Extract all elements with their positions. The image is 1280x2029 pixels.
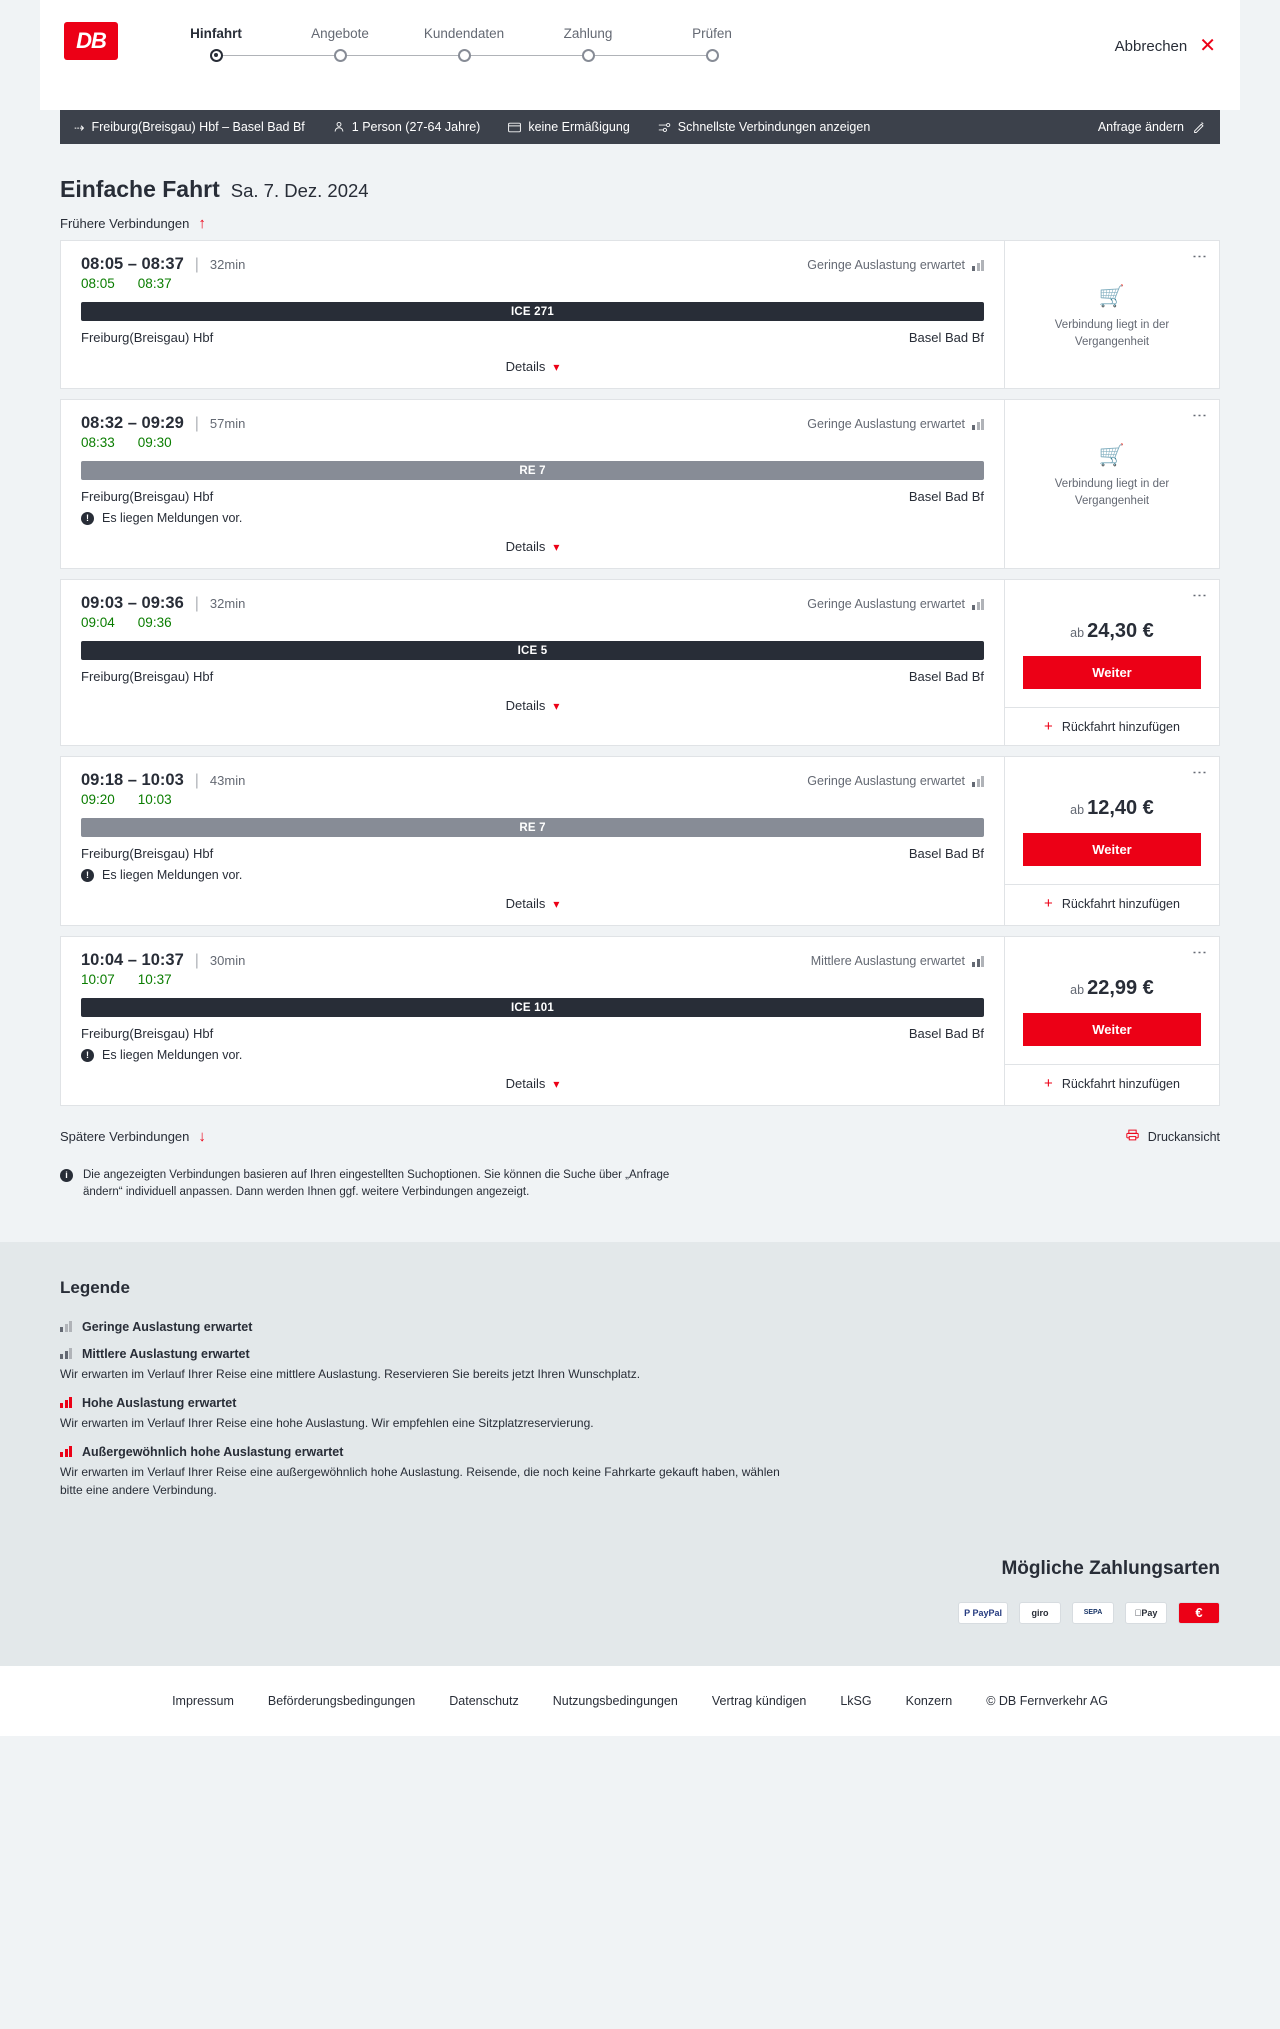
connection-duration: 32min [209, 257, 246, 272]
time-separator: | [194, 595, 199, 612]
continue-button[interactable]: Weiter [1023, 833, 1201, 866]
connection-card[interactable] [60, 756, 1220, 926]
connection-card[interactable] [60, 399, 1220, 569]
connection-stops [81, 489, 984, 504]
connection-time-row [81, 771, 984, 790]
connection-offer [1004, 241, 1219, 388]
legend-item-head [60, 1347, 1220, 1361]
connection-realtime-row [81, 972, 984, 987]
search-info-text: Die angezeigten Verbindungen basieren auf Ihren eingestellten Suchoptionen. Sie können die Suche über „Anfrage ändern“ individuell anpassen. Dann werden Ihnen ggf. weitere Verbindungen angezeigt. [83, 1169, 670, 1199]
search-info-note [60, 1153, 700, 1242]
details-toggle-button[interactable] [506, 698, 560, 713]
add-return-button[interactable] [1005, 1064, 1219, 1102]
utilisation-icon [972, 599, 984, 610]
card-icon [508, 122, 521, 133]
utilisation-icon [972, 419, 984, 430]
step-hinfahrt[interactable] [154, 26, 278, 69]
cart-crossed-icon: 🛒 [1098, 285, 1126, 308]
add-return-label: Rückfahrt hinzufügen [1061, 1076, 1180, 1091]
step-dot-icon [582, 49, 595, 62]
realtime-arrival: 09:36 [137, 615, 172, 630]
connection-card[interactable] [60, 240, 1220, 389]
step-label: Zahlung [563, 26, 613, 41]
filter-icon [658, 122, 671, 133]
checkout-stepper [154, 26, 774, 69]
later-connections-label: Spätere Verbindungen [60, 1129, 190, 1144]
step-label: Hinfahrt [190, 26, 242, 41]
details-row [81, 684, 984, 727]
time-separator: | [194, 772, 199, 789]
connection-duration: 32min [209, 596, 246, 611]
summary-route-label: Freiburg(Breisgau) Hbf – Basel Bad Bf [91, 120, 305, 134]
realtime-arrival: 09:30 [137, 435, 172, 450]
arrow-down-icon: ↓ [198, 1128, 206, 1145]
later-connections-button[interactable] [60, 1116, 206, 1153]
step-label: Prüfen [692, 26, 732, 41]
step-label: Angebote [311, 26, 369, 41]
payments-title: Mögliche Zahlungsarten [1001, 1557, 1220, 1579]
step-connector [340, 55, 464, 56]
connection-utilisation [807, 417, 984, 431]
payments-section [0, 1558, 1280, 1666]
footer-link[interactable]: Beförderungsbedingungen [267, 1693, 416, 1708]
origin-station: Freiburg(Breisgau) Hbf [81, 330, 214, 345]
realtime-departure: 08:05 [81, 276, 115, 291]
connection-message-text: Es liegen Meldungen vor. [102, 868, 243, 882]
summary-discount-label: keine Ermäßigung [528, 120, 630, 134]
time-separator: | [194, 415, 199, 432]
realtime-departure: 09:04 [81, 615, 115, 630]
arrow-up-icon: ↑ [198, 215, 206, 232]
footer-link[interactable]: Vertrag kündigen [711, 1693, 807, 1708]
legend-item-desc: Wir erwarten im Verlauf Ihrer Reise eine außergewöhnlich hohe Auslastung. Reisende, die noch keine Fahrkarte gekauft haben, wählen bitte eine andere Verbindung. [60, 1464, 780, 1497]
footer-links [172, 1694, 952, 1708]
connection-stops [81, 846, 984, 861]
connection-message-text: Es liegen Meldungen vor. [102, 1048, 243, 1062]
price-box [1005, 580, 1219, 689]
warning-icon: ! [81, 512, 94, 525]
details-toggle-button[interactable] [506, 359, 560, 374]
legend-item-title: Geringe Auslastung erwartet [82, 1319, 253, 1334]
price-prefix: ab [1070, 983, 1085, 997]
print-view-label: Druckansicht [1147, 1129, 1220, 1144]
chevron-down-icon: ▾ [553, 698, 560, 713]
connection-duration: 30min [209, 953, 246, 968]
chevron-down-icon: ▾ [553, 896, 560, 911]
warning-icon: ! [81, 869, 94, 882]
origin-station: Freiburg(Breisgau) Hbf [81, 669, 214, 684]
cancel-label: Abbrechen [1114, 37, 1188, 55]
footer-link[interactable]: Konzern [905, 1693, 953, 1708]
connection-stops [81, 1026, 984, 1041]
realtime-departure: 10:07 [81, 972, 115, 987]
warning-icon: ! [81, 1049, 94, 1062]
details-label: Details [505, 896, 546, 911]
product-bar: ICE 101 [81, 998, 984, 1017]
earlier-connections-button[interactable] [60, 203, 1220, 240]
info-icon: i [60, 1169, 73, 1182]
utilisation-label: Geringe Auslastung erwartet [807, 417, 965, 431]
details-label: Details [505, 539, 546, 554]
origin-station: Freiburg(Breisgau) Hbf [81, 846, 214, 861]
connection-time-row [81, 951, 984, 970]
legend-section [0, 1242, 1280, 1558]
add-return-button[interactable] [1005, 707, 1219, 745]
sepa-icon: SEPA [1072, 1602, 1114, 1624]
utilisation-icon [60, 1348, 72, 1359]
realtime-arrival: 10:37 [137, 972, 172, 987]
destination-station: Basel Bad Bf [908, 1026, 984, 1041]
connection-message [81, 511, 984, 525]
connection-details [61, 580, 1004, 745]
print-view-button[interactable] [1126, 1116, 1220, 1153]
db-logo-icon: DB [64, 22, 118, 60]
step-kundendaten[interactable] [402, 26, 526, 69]
connection-time-range: 08:05 – 08:37 [81, 255, 184, 273]
printer-icon [1126, 1129, 1139, 1144]
page-title [60, 144, 1220, 203]
connection-message-text: Es liegen Meldungen vor. [102, 511, 243, 525]
add-return-label: Rückfahrt hinzufügen [1061, 719, 1180, 734]
summary-options[interactable] [658, 120, 871, 134]
close-icon: ✕ [1199, 35, 1216, 57]
connection-list [60, 240, 1220, 1106]
legend-item [60, 1347, 1220, 1383]
details-label: Details [505, 698, 546, 713]
step-label: Kundendaten [423, 26, 505, 41]
origin-station: Freiburg(Breisgau) Hbf [81, 489, 214, 504]
connection-time-row [81, 414, 984, 433]
connection-menu-button[interactable]: ⋮ [1191, 408, 1208, 423]
price-prefix: ab [1070, 803, 1085, 817]
page-footer [0, 1666, 1280, 1736]
step-dot-icon [210, 49, 223, 62]
utilisation-icon [972, 776, 984, 787]
price-prefix: ab [1070, 626, 1085, 640]
legend-item-title: Außergewöhnlich hohe Auslastung erwartet [82, 1444, 344, 1459]
list-footer-row [60, 1116, 1220, 1153]
utilisation-label: Geringe Auslastung erwartet [807, 597, 965, 611]
connection-offer [1004, 580, 1219, 745]
summary-route[interactable] [74, 120, 305, 135]
connection-card[interactable] [60, 579, 1220, 746]
legend-item-head [60, 1396, 1220, 1410]
price-box [1005, 937, 1219, 1046]
summary-passengers[interactable] [333, 120, 481, 134]
continue-button[interactable]: Weiter [1023, 656, 1201, 689]
connection-realtime-row [81, 615, 984, 630]
connection-realtime-row [81, 435, 984, 450]
connection-utilisation [807, 258, 984, 272]
connection-menu-button[interactable]: ⋮ [1191, 765, 1208, 780]
realtime-departure: 08:33 [81, 435, 115, 450]
step-dot-icon [458, 49, 471, 62]
utilisation-label: Geringe Auslastung erwartet [807, 774, 965, 788]
past-connection-box [1005, 400, 1219, 529]
connection-message [81, 1048, 984, 1062]
footer-link[interactable]: LkSG [840, 1693, 872, 1708]
utilisation-icon [972, 260, 984, 271]
plus-icon: + [1044, 895, 1053, 912]
legend-item-head [60, 1445, 1220, 1459]
price-label: ab 24,30 € [1070, 620, 1154, 642]
cancel-button[interactable] [1115, 36, 1216, 56]
destination-station: Basel Bad Bf [908, 489, 984, 504]
past-connection-text: Verbindung liegt in der Vergangenheit [1054, 478, 1170, 507]
price-label: ab 12,40 € [1070, 797, 1154, 819]
connection-time-row [81, 594, 984, 613]
plus-icon: + [1044, 1075, 1053, 1092]
legend-items [60, 1320, 1220, 1499]
origin-station: Freiburg(Breisgau) Hbf [81, 1026, 214, 1041]
connection-time-range: 10:04 – 10:37 [81, 951, 184, 969]
apple-pay-icon: Pay [1125, 1602, 1167, 1624]
connection-time-range: 08:32 – 09:29 [81, 414, 184, 432]
step-angebote[interactable] [278, 26, 402, 69]
connection-menu-button[interactable]: ⋮ [1191, 249, 1208, 264]
chevron-down-icon: ▾ [553, 359, 560, 374]
page-title-text: Einfache Fahrt [60, 176, 220, 202]
app-header [40, 0, 1240, 110]
step-dot-icon [334, 49, 347, 62]
connection-utilisation [807, 774, 984, 788]
time-separator: | [194, 256, 199, 273]
step-connector [216, 55, 340, 56]
connection-stops [81, 669, 984, 684]
connection-menu-button[interactable]: ⋮ [1191, 588, 1208, 603]
price-label: ab 22,99 € [1070, 977, 1154, 999]
connection-details [61, 241, 1004, 388]
person-icon [333, 121, 345, 133]
realtime-arrival: 08:37 [137, 276, 172, 291]
connection-utilisation [807, 597, 984, 611]
step-connector [464, 55, 588, 56]
connection-duration: 57min [209, 416, 246, 431]
search-summary-bar [60, 110, 1220, 144]
connection-stops [81, 330, 984, 345]
connection-offer [1004, 757, 1219, 925]
invoice-icon: € [1178, 1602, 1220, 1624]
connection-details [61, 400, 1004, 568]
connection-details [61, 757, 1004, 925]
pencil-icon [1193, 121, 1206, 134]
edit-search-button[interactable] [1098, 120, 1206, 134]
utilisation-label: Mittlere Auslastung erwartet [810, 954, 965, 968]
destination-station: Basel Bad Bf [908, 669, 984, 684]
connection-time-range: 09:18 – 10:03 [81, 771, 184, 789]
footer-link[interactable]: Impressum [172, 1693, 234, 1708]
connection-utilisation [811, 954, 984, 968]
connection-offer [1004, 937, 1219, 1105]
connection-card[interactable] [60, 936, 1220, 1106]
continue-button[interactable]: Weiter [1023, 1013, 1201, 1046]
footer-copyright: © DB Fernverkehr AG [986, 1693, 1108, 1708]
destination-station: Basel Bad Bf [908, 330, 984, 345]
details-row [81, 345, 984, 388]
destination-station: Basel Bad Bf [908, 846, 984, 861]
payment-icons [60, 1602, 1220, 1624]
route-arrow-icon: ⇢ [74, 120, 85, 135]
details-row [81, 1062, 984, 1105]
step-pruefen[interactable] [650, 26, 774, 69]
footer-link[interactable]: Datenschutz [449, 1693, 519, 1708]
product-bar: RE 7 [81, 461, 984, 480]
legend-item [60, 1320, 1220, 1334]
connection-realtime-row [81, 276, 984, 291]
legend-item-title: Mittlere Auslastung erwartet [82, 1346, 250, 1361]
connection-realtime-row [81, 792, 984, 807]
connection-message [81, 868, 984, 882]
utilisation-icon [60, 1397, 72, 1408]
connection-details [61, 937, 1004, 1105]
legend-item-head [60, 1320, 1220, 1334]
details-label: Details [505, 1076, 546, 1091]
summary-passengers-label: 1 Person (27-64 Jahre) [351, 120, 481, 134]
chevron-down-icon: ▾ [553, 1076, 560, 1091]
legend-item-title: Hohe Auslastung erwartet [82, 1395, 237, 1410]
add-return-label: Rückfahrt hinzufügen [1061, 896, 1180, 911]
utilisation-icon [972, 956, 984, 967]
earlier-connections-label: Frühere Verbindungen [60, 216, 190, 231]
legend-item [60, 1445, 1220, 1499]
utilisation-icon [60, 1321, 72, 1332]
giropay-icon: giro [1019, 1602, 1061, 1624]
utilisation-icon [60, 1446, 72, 1457]
past-connection-box [1005, 241, 1219, 370]
time-separator: | [194, 952, 199, 969]
details-label: Details [505, 359, 546, 374]
legend-title: Legende [60, 1277, 130, 1297]
add-return-button[interactable] [1005, 884, 1219, 922]
product-bar: RE 7 [81, 818, 984, 837]
details-toggle-button[interactable] [506, 1076, 560, 1091]
cart-crossed-icon: 🛒 [1098, 444, 1126, 467]
details-toggle-button[interactable] [506, 539, 560, 554]
price-box [1005, 757, 1219, 866]
details-row [81, 525, 984, 568]
realtime-departure: 09:20 [81, 792, 115, 807]
connection-time-row [81, 255, 984, 274]
main-content [0, 144, 1280, 1242]
product-bar: ICE 5 [81, 641, 984, 660]
summary-options-label: Schnellste Verbindungen anzeigen [677, 120, 871, 134]
details-toggle-button[interactable] [506, 896, 560, 911]
plus-icon: + [1044, 718, 1053, 735]
footer-link[interactable]: Nutzungsbedingungen [552, 1693, 678, 1708]
utilisation-label: Geringe Auslastung erwartet [807, 258, 965, 272]
legend-item [60, 1396, 1220, 1432]
chevron-down-icon: ▾ [553, 539, 560, 554]
edit-search-label: Anfrage ändern [1097, 120, 1184, 134]
legend-item-desc: Wir erwarten im Verlauf Ihrer Reise eine hohe Auslastung. Wir empfehlen eine Sitzplatzreservierung. [60, 1415, 594, 1430]
details-row [81, 882, 984, 925]
paypal-icon: P PayPal [958, 1602, 1008, 1624]
past-connection-text: Verbindung liegt in der Vergangenheit [1054, 319, 1170, 348]
legend-item-desc: Wir erwarten im Verlauf Ihrer Reise eine mittlere Auslastung. Reservieren Sie bereits jetzt Ihren Wunschplatz. [60, 1366, 641, 1381]
summary-discount[interactable] [508, 120, 629, 134]
page-title-date: Sa. 7. Dez. 2024 [230, 180, 369, 201]
connection-duration: 43min [209, 773, 246, 788]
step-connector [588, 55, 712, 56]
connection-offer [1004, 400, 1219, 568]
connection-time-range: 09:03 – 09:36 [81, 594, 184, 612]
realtime-arrival: 10:03 [137, 792, 172, 807]
connection-menu-button[interactable]: ⋮ [1191, 945, 1208, 960]
product-bar: ICE 271 [81, 302, 984, 321]
step-dot-icon [706, 49, 719, 62]
step-zahlung[interactable] [526, 26, 650, 69]
